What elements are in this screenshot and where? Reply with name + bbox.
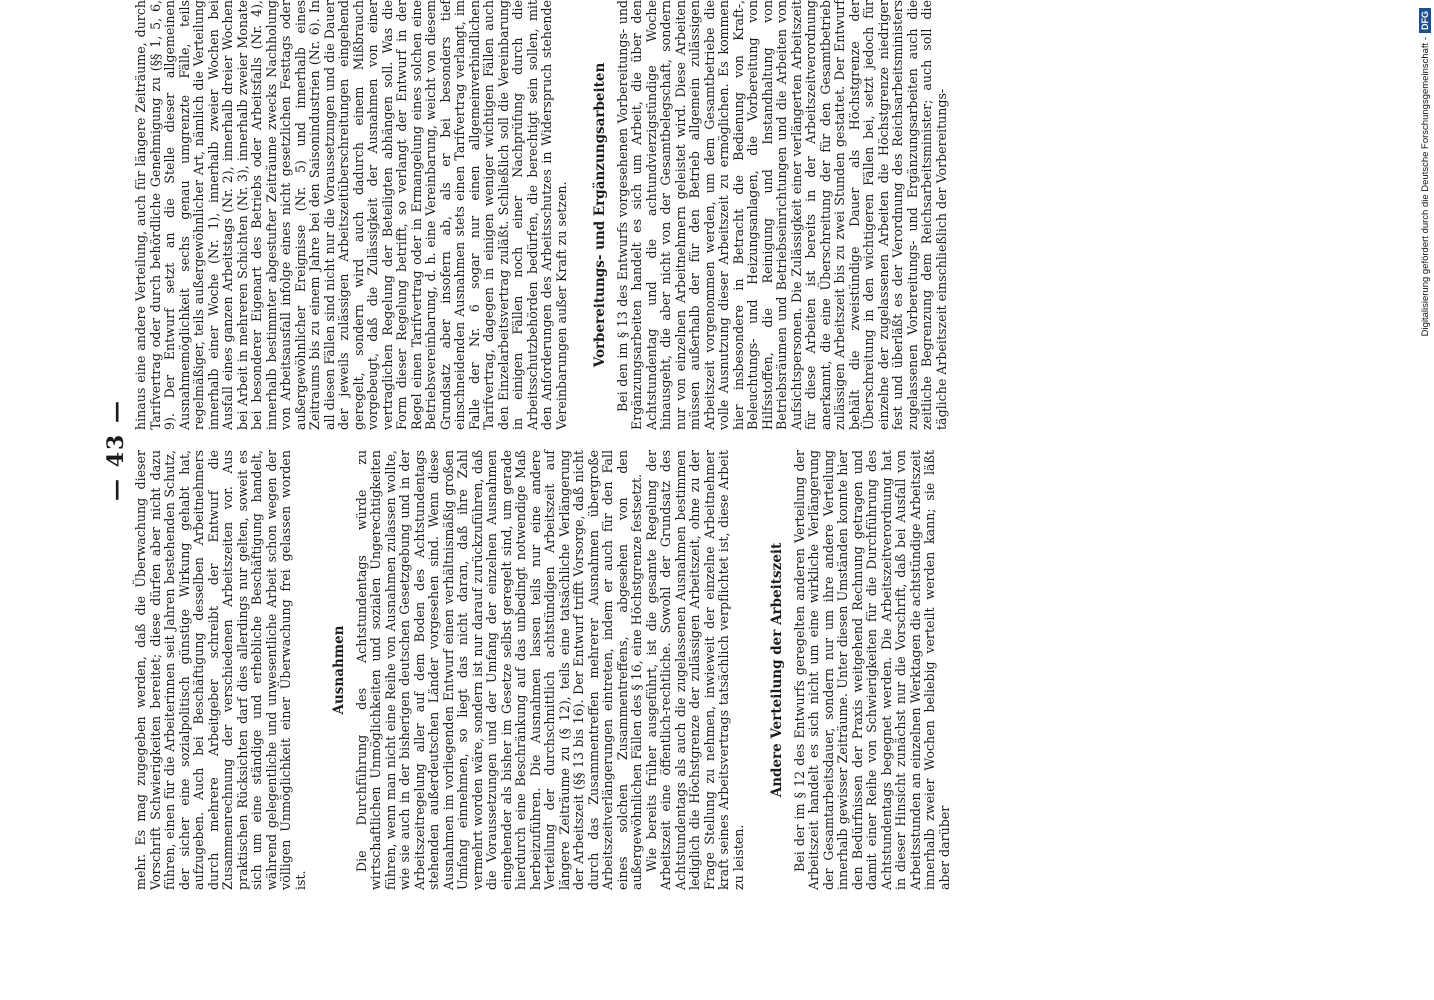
section-heading-vorbereitung: Vorbereitungs- und Ergänzungsarbeiten	[592, 62, 608, 368]
vorbereitung-paragraph-1: Bei den im § 13 des Entwurfs vorgesehenen Vorbereitungs- und Ergänzungsarbeiten handelt es sich um Arbeit, die über den Achtstundentag und die achtundvierzigstündige Woche hinausgeht, die aber nicht von der Gesamtbelegschaft, sondern nur von einzelnen Arbeitnehmern geleistet wird. Diese Arbeiten müssen außerhalb der für den Betrieb allgemein zulässigen Arbeitszeit vorgenommen werden, um dem Gesamtbetriebe die volle Ausnutzung dieser Arbeitszeit zu ermöglichen. Es kommen hier insbesondere in Betracht die Bedienung von Kraft-, Beleuchtungs- und Heizungsanlagen, die Vorbereitung von Hilfsstoffen, die Reinigung und Instandhaltung von Betriebsräumen und Betriebseinrichtungen und die Arbeiten von Aufsichtspersonen. Die Zulässigkeit einer verlängerten Arbeitszeit für diese Arbeiten ist bereits in der Arbeitszeitverordnung anerkannt, die eine Überschreitung der für den Gesamtbetrieb zulässigen Arbeitszeit bis zu zwei Stunden gestattet. Der Entwurf behält die zweistündige Dauer als Höchstgrenze der Überschreitung in den wichtigeren Fällen bei, setzt jedoch für einzelne der zugelassenen Arbeiten die Höchstgrenze niedriger fest und überläßt es der Verordnung des Reichsarbeitsministers zugelassenen Vorbereitungs- und Ergänzungsarbeiten auch die zeitliche Begrenzung dem Reichsarbeitsminister; auch soll die tägliche Arbeitszeit einschließlich der Vorbereitungs-	[614, 0, 949, 430]
dfg-logo: DFG	[1419, 8, 1431, 33]
continuation-paragraph: hinaus eine andere Verteilung, auch für längere Zeiträume, durch Tarifvertrag oder durch behördliche Genehmigung zu (§§ 1, 5, 6, 9). Der Entwurf setzt an die Stelle dieser allgemeinen Ausnahmemöglichkeit sechs genau umgrenzte Fälle, teils regelmäßiger, teils außergewöhnlicher Art, nämlich die Verteilung innerhalb einer Woche (Nr. 1), innerhalb zweier Wochen bei Ausfall eines ganzen Arbeitstags (Nr. 2), innerhalb dreier Wochen bei Arbeit in mehreren Schichten (Nr. 3), innerhalb zweier Monate bei besonderer Eigenart des Betriebs oder Arbeitsfalls (Nr. 4), innerhalb bestimmter abgestufter Zeiträume zwecks Nachholung von Arbeitsausfall infolge eines nicht gesetzlichen Festtags oder außergewöhnlicher Ereignisse (Nr. 5) und innerhalb eines Zeitraums bis zu einem Jahre bei den Saisonindustrien (Nr. 6). In all diesen Fällen sind nicht nur die Voraussetzungen und die Dauer der jeweils zulässigen Arbeitszeitüberschreitungen eingehend geregelt, sondern wird auch dadurch einem Mißbrauch vorgebeugt, daß die Zulässigkeit der Ausnahmen von einer vertraglichen Regelung der Beteiligten abhängen soll. Was die Form dieser Regelung betrifft, so verlangt der Entwurf in der Regel einen Tarifvertrag oder in Ermangelung eines solchen eine Betriebsvereinbarung, d. h. eine Vereinbarung, weicht von diesem Grundsatz aber insofern ab, als er bei besonders tief einschneidenden Ausnahmen stets einen Tarifvertrag verlangt, im Falle der Nr. 6 sogar nur einen allgemeinverbindlichen Tarifvertrag, dagegen in einigen weniger wichtigen Fällen auch den Einzelarbeitsvertrag zuläßt. Schließlich soll die Vereinbarung in einigen Fällen noch einer Nachprüfung durch die Arbeitsschutzbehörden bedürfen, die berechtigt sein sollen, mit den Anforderungen des Arbeitsschutzes in Widerspruch stehende Vereinbarungen außer Kraft zu setzen.	[133, 0, 569, 430]
page-number: — 43 —	[103, 399, 129, 501]
document-page	[100, 0, 1000, 900]
right-column	[134, 0, 949, 430]
dfg-sidebar	[1418, 0, 1434, 1000]
digitization-credit-text: Digitalisierung gefördert durch die Deutsche Forschungsgemeinschaft -	[1420, 37, 1431, 337]
digitization-credit	[1418, 0, 1434, 1000]
section-heading-ausnahmen: Ausnahmen	[331, 625, 347, 715]
left-column	[134, 450, 952, 890]
section-heading-verteilung: Andere Verteilung der Arbeitszeit	[769, 542, 785, 798]
ausnahmen-paragraph-2: Wie bereits früher ausgeführt, ist die gesamte Regelung der Arbeitszeit eine öffentlich-rechtliche. Sowohl der Grundsatz des Achtstundentags als auch die zugelassenen Ausnahmen bestimmen lediglich die Höchstgrenze der zulässigen Arbeitszeit, ohne zu der Frage Stellung zu nehmen, inwieweit der einzelne Arbeitnehmer kraft seines Arbeitsvertrags tatsächlich verpflichtet ist, diese Arbeit zu leisten.	[643, 450, 746, 890]
verteilung-paragraph-1: Bei der im § 12 des Entwurfs geregelten anderen Verteilung der Arbeitszeit handelt es sich nicht um eine wirkliche Verlängerung der Gesamtarbeitsdauer, sondern nur um ihre andere Verteilung innerhalb gewisser Zeiträume. Unter diesen Umständen konnte hier den Bedürfnissen der Praxis weitgehend Rechnung getragen und damit einer Reihe von Schwierigkeiten für die Durchführung des Achtstundentags begegnet werden. Die Arbeitszeitverordnung hat in dieser Hinsicht zunächst nur die Vorschrift, daß bei Ausfall von Arbeitsstunden an einzelnen Werktagen die achtstündige Arbeitszeit innerhalb zweier Wochen beliebig verteilt werden kann; sie läßt aber darüber	[791, 450, 952, 890]
intro-paragraph: mehr. Es mag zugegeben werden, daß die Überwachung dieser Vorschrift Schwierigkeiten bereitet; diese dürfen aber nicht dazu führen, einen für die Arbeiterinnen seit Jahren bestehenden Schutz, der sicher eine sozialpolitisch günstige Wirkung gehabt hat, aufzugeben. Auch bei Beschäftigung desselben Arbeitnehmers durch mehrere Arbeitgeber schreibt der Entwurf die Zusammenrechnung der verschiedenen Arbeitszeiten vor. Aus praktischen Rücksichten darf dies allerdings nur gelten, soweit es sich um eine ständige und erhebliche Beschäftigung handelt, während gelegentliche und unwesentliche Arbeit schon wegen der völligen Unmöglichkeit einer Überwachung frei gelassen worden ist.	[133, 450, 308, 890]
ausnahmen-paragraph-1: Die Durchführung des Achtstundentags würde zu wirtschaftlichen Unmöglichkeiten und sozialen Ungerechtigkeiten führen, wenn man nicht eine Reihe von Ausnahmen zulassen wollte, wie sie auch in der bisherigen deutschen Gesetzgebung und in der Arbeitszeitregelung aller auf dem Boden des Achtstundentags stehenden außerdeutschen Länder vorgesehen sind. Wenn diese Ausnahmen im vorliegenden Entwurf einen verhältnismäßig großen Umfang einnehmen, so liegt das nicht daran, daß ihre Zahl vermehrt worden wäre, sondern ist nur darauf zurückzuführen, daß die Voraussetzungen und der Umfang der einzelnen Ausnahmen eingehender als bisher im Gesetze selbst geregelt sind, um gerade hierdurch eine Beschränkung auf das unbedingt notwendige Maß herbeizuführen. Die Ausnahmen lassen teils nur eine andere Verteilung der durchschnittlich achtstündigen Arbeitszeit auf längere Zeiträume zu (§ 12), teils eine tatsächliche Verlängerung der Arbeitszeit (§§ 13 bis 16). Der Entwurf trifft Vorsorge, daß nicht durch das Zusammentreffen mehrerer Ausnahmen übergroße Arbeitszeitverlängerungen eintreten, indem er auch für den Fall eines solchen Zusammentreffens, abgesehen von den außergewöhnlichen Fällen des § 16, eine Höchstgrenze festsetzt.	[353, 450, 644, 890]
